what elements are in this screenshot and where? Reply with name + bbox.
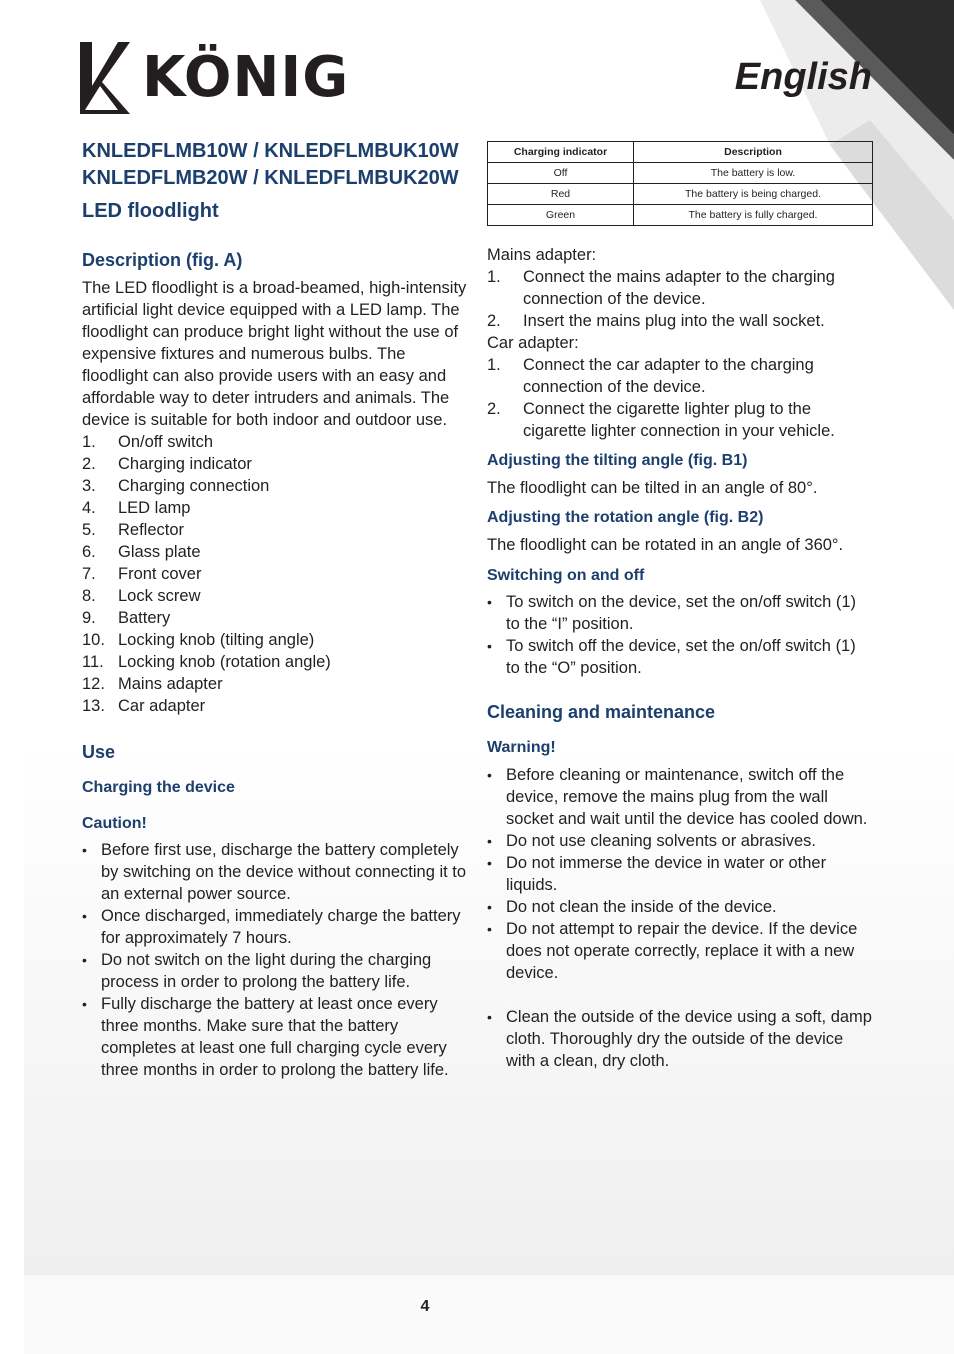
item-number: 11. [82,653,104,671]
car-steps [487,354,872,442]
item-number: 6. [82,543,96,561]
konig-k-icon [80,42,130,114]
table-row [488,184,873,205]
list-item: • Before cleaning or maintenance, switch off the device, remove the mains plug from the wall socket and wait until the device has cooled down. [487,764,872,830]
charging-indicator-table [487,141,873,226]
page-number: 4 [420,1298,430,1315]
mains-label: Mains adapter: [487,246,597,264]
list-item: • Fully discharge the battery at least once every three months. Make sure that the battery completes at least one full charging cycle every three months in order to prolong the battery life. [82,993,467,1081]
list-item: • Before first use, discharge the battery completely by switching on the device without connecting it to an external power source. [82,839,467,905]
item-label: Mains adapter [118,675,223,693]
parts-list [82,431,467,717]
use-heading: Use [82,742,116,762]
table-header: Charging indicator [488,142,634,163]
left-column [82,138,467,1081]
list-item: • Do not switch on the light during the charging process in order to prolong the battery life. [82,949,467,993]
item-number: 10. [82,631,105,649]
warning-heading: Warning! [487,739,556,756]
description-text: The LED floodlight is a broad-beamed, high-intensity artificial light device equipped with a LED lamp. The floodlight can produce bright light without the use of expensive fixtures and numerous bulbs. The floodlight can also provide users with an easy and affordable way to deter intruders and animals. The device is suitable for both indoor and outdoor use. [82,279,467,429]
list-item [82,673,467,695]
item-label: On/off switch [118,433,214,451]
list-item [82,431,467,453]
list-item: • Once discharged, immediately charge the battery for approximately 7 hours. [82,905,467,949]
caution-heading: Caution! [82,815,147,832]
car-label: Car adapter: [487,334,579,352]
item-label: Connect the cigarette lighter plug to the cigarette lighter connection in your vehicle. [523,400,835,440]
item-label: Insert the mains plug into the wall socket. [523,312,825,330]
table-cell: Off [488,163,634,184]
table-header-row [488,142,873,163]
tilt-heading: Adjusting the tilting angle (fig. B1) [487,452,748,469]
item-label: Front cover [118,565,202,583]
rotation-heading: Adjusting the rotation angle (fig. B2) [487,509,764,526]
item-number: 8. [82,587,96,605]
cleaning-heading: Cleaning and maintenance [487,702,716,722]
switch-list [487,591,872,679]
item-label: Connect the mains adapter to the charging connection of the device. [523,268,835,308]
list-item [82,695,467,717]
table-cell: The battery is fully charged. [634,205,873,226]
list-item: • To switch on the device, set the on/off switch (1) to the “I” position. [487,591,872,635]
caution-list [82,839,467,1081]
item-label: Charging indicator [118,455,252,473]
item-number: 1. [487,356,501,374]
table-cell: The battery is being charged. [634,184,873,205]
list-item: • Do not immerse the device in water or other liquids. [487,852,872,896]
table-header: Description [634,142,873,163]
description-heading: Description (fig. A) [82,250,243,270]
warning-list [487,764,872,984]
model-number: KNLEDFLMB10W / KNLEDFLMBUK10W [82,140,459,162]
item-number: 3. [82,477,96,495]
konig-logo [80,42,350,114]
item-label: LED lamp [118,499,191,517]
item-label: Locking knob (tilting angle) [118,631,315,649]
product-title: LED floodlight [82,200,219,222]
list-item [82,585,467,607]
table-row [488,205,873,226]
item-number: 7. [82,565,96,583]
clean-list [487,1006,872,1072]
item-label: Charging connection [118,477,270,495]
list-item [82,607,467,629]
item-label: Connect the car adapter to the charging connection of the device. [523,356,814,396]
list-item: • To switch off the device, set the on/off switch (1) to the “O” position. [487,635,872,679]
item-number: 2. [487,312,501,330]
list-item [82,563,467,585]
list-item: • Do not use cleaning solvents or abrasives. [487,830,872,852]
charging-heading: Charging the device [82,779,235,796]
item-number: 1. [82,433,96,451]
list-item: • Clean the outside of the device using a soft, damp cloth. Thoroughly dry the outside of the device with a clean, dry cloth. [487,1006,872,1072]
rotation-text: The floodlight can be rotated in an angle of 360°. [487,536,844,554]
table-cell: Red [488,184,634,205]
table-cell: Green [488,205,634,226]
language-title: English [734,56,872,98]
item-number: 9. [82,609,96,627]
tilt-text: The floodlight can be tilted in an angle of 80°. [487,479,818,497]
item-label: Lock screw [118,587,201,605]
item-label: Glass plate [118,543,201,561]
list-item [487,266,872,310]
item-label: Battery [118,609,171,627]
list-item [487,354,872,398]
right-column [487,244,872,1072]
list-item [487,310,872,332]
item-label: Car adapter [118,697,206,715]
table-row [488,163,873,184]
item-number: 5. [82,521,96,539]
list-item [82,629,467,651]
item-number: 2. [82,455,96,473]
list-item [82,497,467,519]
table-cell: The battery is low. [634,163,873,184]
model-number: KNLEDFLMB20W / KNLEDFLMBUK20W [82,167,459,189]
item-number: 4. [82,499,96,517]
item-label: Locking knob (rotation angle) [118,653,331,671]
brand-name: KÖNIG [142,45,350,110]
list-item [82,519,467,541]
list-item [487,398,872,442]
list-item: • Do not attempt to repair the device. If the device does not operate correctly, replace it with a new device. [487,918,872,984]
item-number: 13. [82,697,105,715]
list-item [82,453,467,475]
list-item: • Do not clean the inside of the device. [487,896,872,918]
list-item [82,651,467,673]
item-label: Reflector [118,521,185,539]
item-number: 12. [82,675,105,693]
item-number: 1. [487,268,501,286]
switch-heading: Switching on and off [487,567,645,584]
list-item [82,475,467,497]
mains-steps [487,266,872,332]
item-number: 2. [487,400,501,418]
list-item [82,541,467,563]
